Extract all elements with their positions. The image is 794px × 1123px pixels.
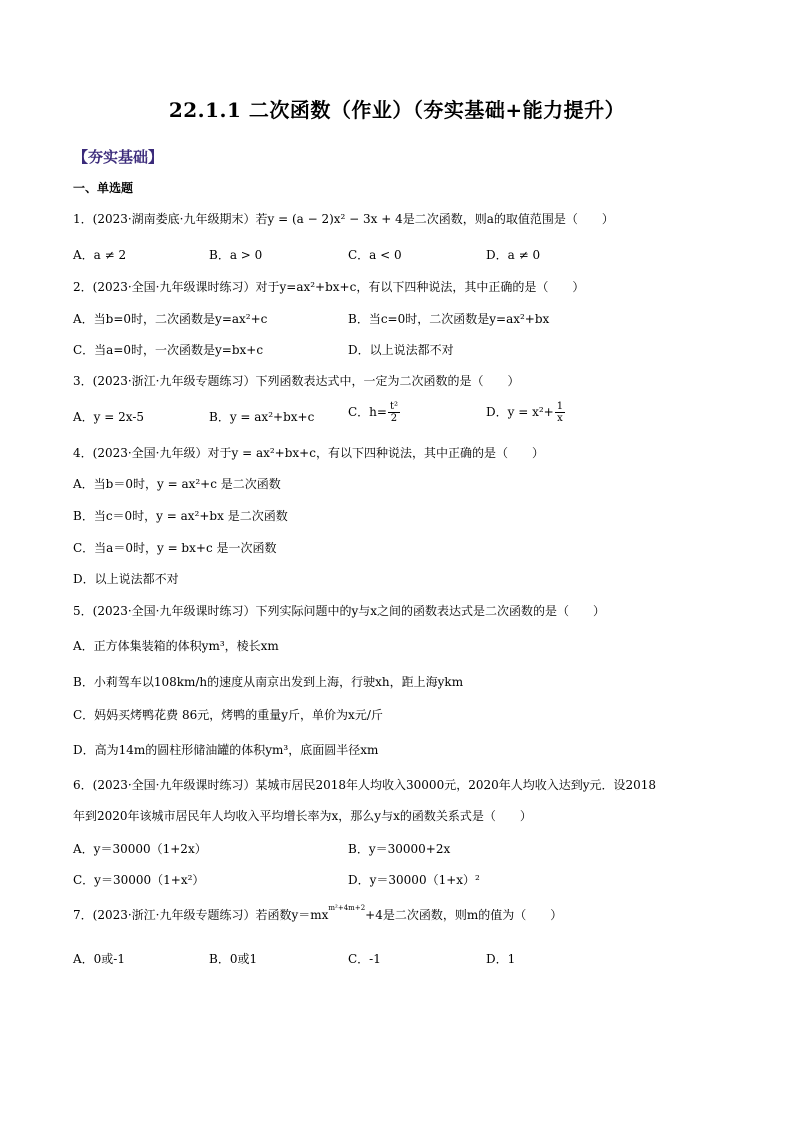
- question-3-option-b[interactable]: B．y = ax²+bx+c: [209, 410, 315, 424]
- question-5-option-c[interactable]: C．妈妈买烤鸭花费 86元，烤鸭的重量y斤，单价为x元/斤: [73, 708, 383, 722]
- section-tag: 【夯实基础】: [73, 148, 164, 166]
- question-3-option-c[interactable]: [348, 401, 401, 424]
- question-7-stem-end: +4是二次函数，则m的值为（ ）: [365, 908, 563, 922]
- question-4-stem: 4．(2023·全国·九年级）对于y = ax²+bx+c，有以下四种说法，其中正确的是（ ）: [73, 446, 544, 460]
- page-title: 22.1.1 二次函数（作业）（夯实基础+能力提升）: [168, 98, 626, 122]
- question-4-option-a[interactable]: A．当b＝0时，y = ax²+c 是二次函数: [73, 477, 281, 491]
- question-6-option-c[interactable]: C．y＝30000（1+x²）: [73, 873, 205, 887]
- fraction-denominator: x: [557, 413, 563, 424]
- question-3-option-d-fraction: [555, 401, 565, 424]
- question-5-stem: 5．(2023·全国·九年级课时练习）下列实际问题中的y与x之间的函数表达式是二次函数的是（ ）: [73, 604, 606, 618]
- question-1-stem: 1．(2023·湖南娄底·九年级期末）若y = (a − 2)x² − 3x + 4是二次函数，则a的取值范围是（ ）: [73, 212, 614, 226]
- subheading-single-choice: 一、单选题: [73, 181, 134, 195]
- question-2-option-d[interactable]: D．以上说法都不对: [348, 343, 454, 357]
- question-1-option-d[interactable]: D．a ≠ 0: [486, 248, 541, 262]
- question-7-stem-start: 7．(2023·浙江·九年级专题练习）若函数y＝mx: [73, 908, 329, 922]
- question-3-option-c-fraction: [388, 401, 400, 424]
- question-5-option-a[interactable]: A．正方体集装箱的体积ym³，棱长xm: [73, 639, 279, 653]
- question-7-option-d[interactable]: D．1: [486, 952, 516, 966]
- question-4-option-d[interactable]: D．以上说法都不对: [73, 572, 179, 586]
- question-2-option-c[interactable]: C．当a=0时，一次函数是y=bx+c: [73, 343, 264, 357]
- question-3-option-d-label: D．y = x²+: [486, 405, 554, 419]
- question-6-option-d[interactable]: D．y＝30000（1+x）²: [348, 873, 480, 887]
- question-5-option-d[interactable]: D．高为14m的圆柱形储油罐的体积ym³，底面圆半径xm: [73, 743, 379, 757]
- question-7-option-a[interactable]: A．0或-1: [73, 952, 125, 966]
- question-1-option-a[interactable]: A．a ≠ 2: [73, 248, 127, 262]
- question-7-option-b[interactable]: B．0或1: [209, 952, 258, 966]
- question-3-option-a[interactable]: A．y = 2x-5: [73, 410, 145, 424]
- question-6-option-a[interactable]: A．y＝30000（1+2x）: [73, 842, 207, 856]
- question-1-option-b[interactable]: B．a > 0: [209, 248, 263, 262]
- question-7-option-c[interactable]: C．-1: [348, 952, 381, 966]
- question-2-option-a[interactable]: A．当b=0时，二次函数是y=ax²+c: [73, 312, 268, 326]
- question-7-stem: [73, 904, 563, 925]
- question-4-option-c[interactable]: C．当a＝0时，y = bx+c 是一次函数: [73, 541, 277, 555]
- fraction-numerator: 1: [556, 401, 564, 412]
- question-1-option-c[interactable]: C．a < 0: [348, 248, 402, 262]
- question-2-option-b[interactable]: B．当c=0时，二次函数是y=ax²+bx: [348, 312, 550, 326]
- question-6-option-b[interactable]: B．y＝30000+2x: [348, 842, 451, 856]
- question-3-option-d[interactable]: [486, 401, 566, 424]
- question-3-stem: 3．(2023·浙江·九年级专题练习）下列函数表达式中，一定为二次函数的是（ ）: [73, 374, 520, 388]
- question-3-option-c-label: C．h=: [348, 405, 387, 419]
- question-5-option-b[interactable]: B．小莉驾车以108km/h的速度从南京出发到上海，行驶xh，距上海ykm: [73, 675, 464, 689]
- fraction-denominator: 2: [390, 413, 398, 424]
- question-4-option-b[interactable]: B．当c＝0时，y = ax²+bx 是二次函数: [73, 509, 288, 523]
- question-2-stem: 2．(2023·全国·九年级课时练习）对于y=ax²+bx+c，有以下四种说法，其中正确的是（ ）: [73, 280, 585, 294]
- question-6-stem-line-2: 年到2020年该城市居民年人均收入平均增长率为x，那么y与x的函数关系式是（ ）: [73, 809, 532, 823]
- fraction-numerator: t²: [389, 401, 398, 412]
- question-6-stem-line-1: 6．(2023·全国·九年级课时练习）某城市居民2018年人均收入30000元，2020年人均收入达到y元．设2018: [73, 778, 657, 792]
- question-7-exponent: m²+4m+2: [328, 904, 366, 912]
